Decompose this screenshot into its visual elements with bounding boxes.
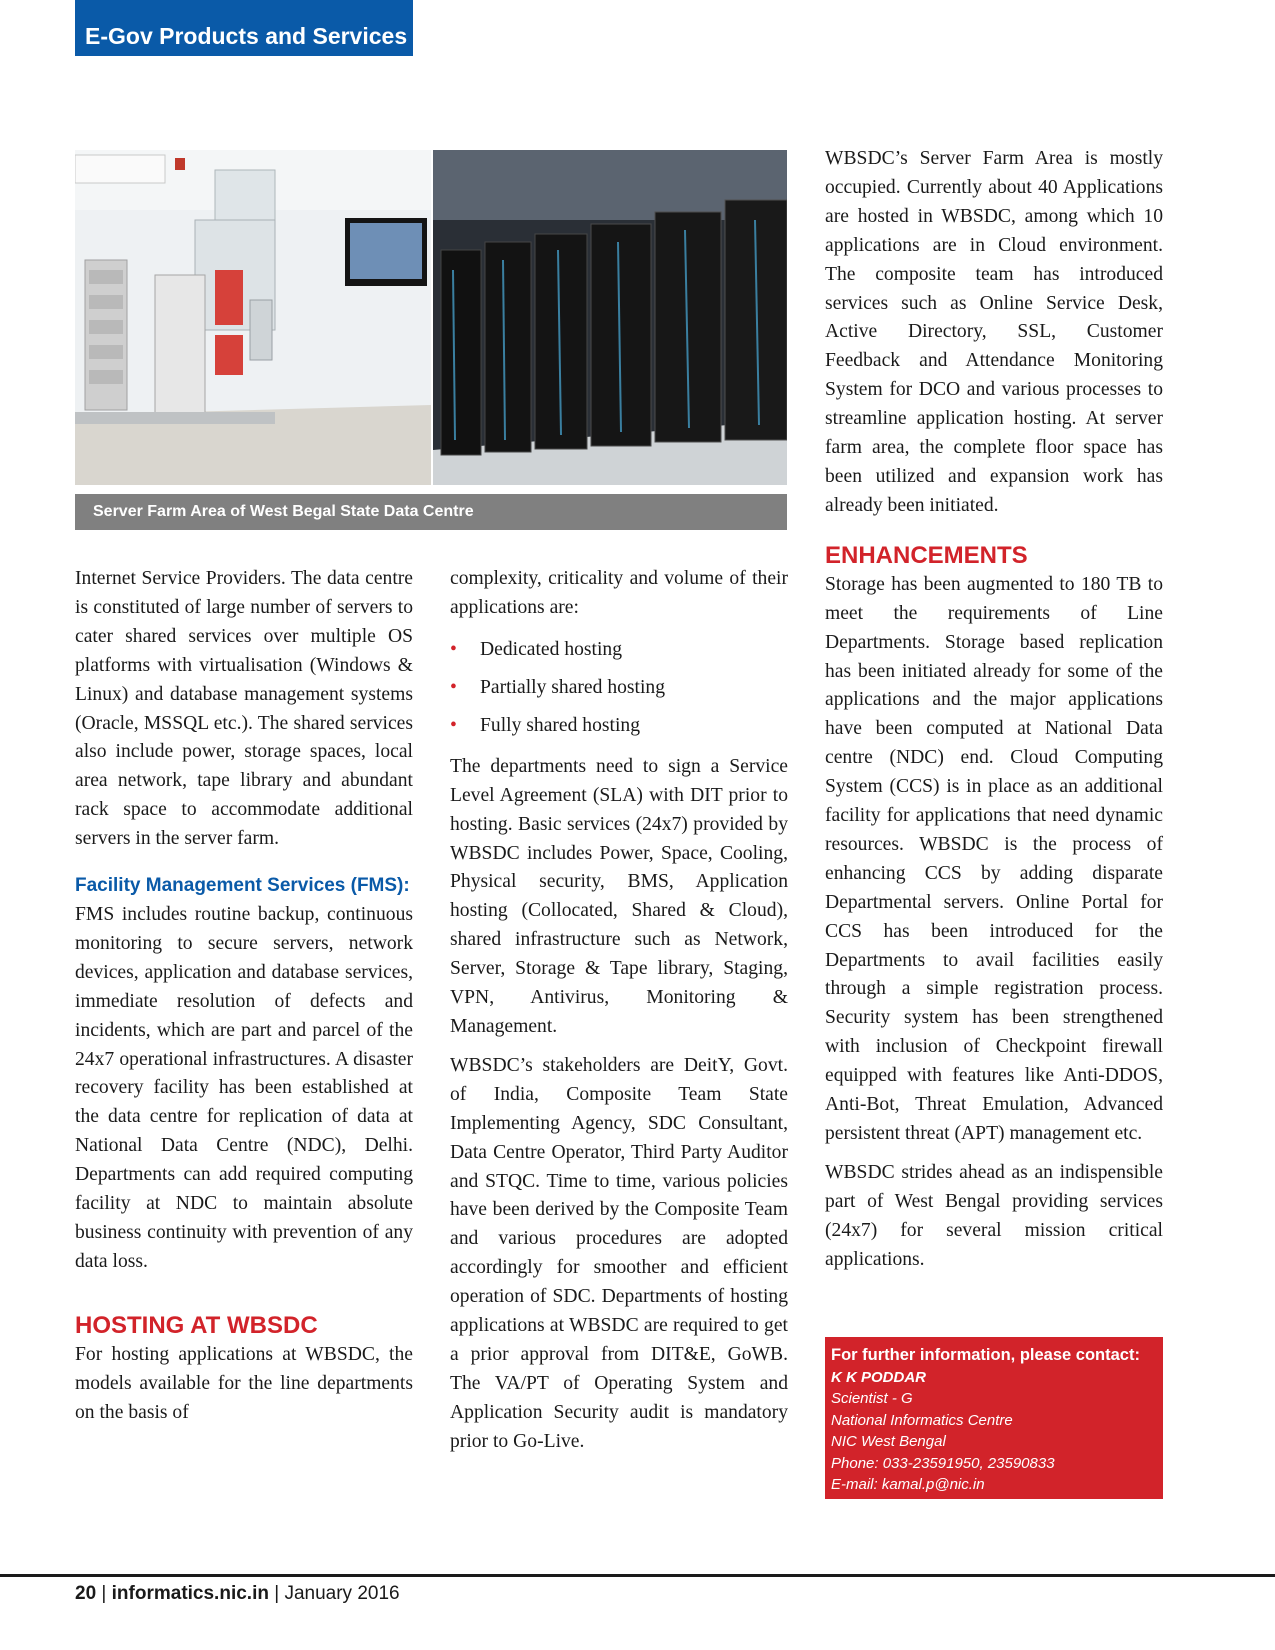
server-racks-illustration xyxy=(433,150,787,485)
site-link[interactable]: informatics.nic.in xyxy=(111,1583,269,1604)
server-farm-paragraph: WBSDC’s Server Farm Area is mostly occupied. Currently about 40 Applications are hosted in WBSDC, among which 10 applications are in Cloud environment. The composite team has introduced services such as Online Service Desk, Active Directory, SSL, Customer Feedback and Attendance Monitoring System for DCO and various processes to streamline application hosting. At server farm area, the complete floor space has been utilized and expansion work has already been initiated. xyxy=(825,148,1163,516)
list-item: • Fully shared hosting xyxy=(450,707,788,745)
contact-org: National Informatics Centre xyxy=(831,1411,1013,1429)
hosting-text: For hosting applications at WBSDC, the models available for the line departments on the basis of xyxy=(75,1343,413,1423)
server-room-illustration xyxy=(75,150,431,485)
footer-separator: | xyxy=(101,1583,107,1604)
list-item: • Partially shared hosting xyxy=(450,669,788,707)
col2-intro: complexity, criticality and volume of their applications are: xyxy=(450,568,788,618)
contact-email[interactable]: E-mail: kamal.p@nic.in xyxy=(831,1476,985,1493)
col1-paragraph: Internet Service Providers. The data centre is constituted of large number of servers to cater shared services over multiple OS platforms with virtualisation (Windows & Linux) and database management systems (Oracle, MSSQL etc.). The shared services also include power, storage spaces, local area network, tape library and abundant rack space to accommodate additional servers in the server farm. xyxy=(75,568,413,850)
enhancements-text: Storage has been augmented to 180 TB to meet the requirements of Line Departments. Storage based replication has been initiated already for some of the applications and the major applications have been computed at National Data centre (NDC) end. Cloud Computing System (CCS) is in place as an additional facility for applications that need dynamic resources. WBSDC is the process of enhancing CCS by adding disparate Departmental servers. Online Portal for CCS has been introduced for the Departments to avail facilities easily through a simple registration process. Security system has been strengthened with inclusion of Checkpoint firewall equipped with features like Anti-DDOS, Anti-Bot, Threat Emulation, Advanced persistent threat (APT) management etc. xyxy=(825,573,1163,1144)
fms-text: FMS includes routine backup, continuous monitoring to secure servers, network devices, application and database services, immediate resolution of defects and incidents, which are part and parcel of the 24x7 operational infrastructures. A disaster recovery facility has been established at the data centre for replication of data at National Data Centre (NDC), Delhi. Departments can add required computing facility at NDC to maintain absolute business continuity with prevention of any data loss. xyxy=(75,903,413,1272)
fms-heading: Facility Management Services (FMS): xyxy=(75,875,410,897)
figure-caption: Server Farm Area of West Begal State Data Centre xyxy=(75,494,787,530)
hosting-heading: HOSTING AT WBSDC xyxy=(75,1311,318,1339)
contact-designation: Scientist - G xyxy=(831,1390,913,1407)
contact-box xyxy=(825,1337,1163,1499)
column-1 xyxy=(75,565,413,1437)
issue-date: January 2016 xyxy=(284,1583,400,1604)
server-racks-photo xyxy=(433,150,787,485)
hosting-models-list xyxy=(450,631,788,745)
footer-separator: | xyxy=(274,1583,280,1604)
contact-phone: Phone: 033-23591950, 23590833 xyxy=(831,1454,1055,1472)
list-item: • Dedicated hosting xyxy=(450,631,788,669)
contact-title: For further information, please contact: xyxy=(831,1346,1140,1364)
stakeholders-paragraph: WBSDC’s stakeholders are DeitY, Govt. of India, Composite Team State Implementing Agency, SDC Consultant, Data Centre Operator, Third Party Auditor and STQC. Time to time, various policies have been derived by the Composite Team and various procedures are adopted accordingly for smoother and efficient operation of SDC. Departments of hosting applications at WBSDC are required to get a prior approval from DIT&E, GoWB. The VA/PT of Operating System and Application Security audit is mandatory prior to Go-Live. xyxy=(450,1054,788,1452)
contact-name: K K PODDAR xyxy=(831,1368,927,1386)
contact-unit: NIC West Bengal xyxy=(831,1433,946,1450)
column-3 xyxy=(825,145,1163,1285)
page-number: 20 xyxy=(75,1583,97,1604)
server-room-photo xyxy=(75,150,431,485)
column-2 xyxy=(450,565,788,1467)
section-tag: E-Gov Products and Services xyxy=(75,0,413,56)
services-paragraph: The departments need to sign a Service Level Agreement (SLA) with DIT prior to hosting. Basic services (24x7) provided by WBSDC includes Power, Space, Cooling, Physical security, BMS, Application hosting (Collocated, Shared & Cloud), shared infrastructure such as Network, Server, Storage & Tape library, Staging, VPN, Antivirus, Monitoring & Management. xyxy=(450,755,788,1037)
fms-paragraph xyxy=(75,872,413,1277)
closing-paragraph: WBSDC strides ahead as an indispensible part of West Bengal providing services (24x7) for several mission critical applications. xyxy=(825,1161,1163,1270)
footer-rule xyxy=(0,1574,1275,1577)
enhancements-heading: ENHANCEMENTS xyxy=(825,541,1028,569)
page-footer xyxy=(75,1578,400,1610)
